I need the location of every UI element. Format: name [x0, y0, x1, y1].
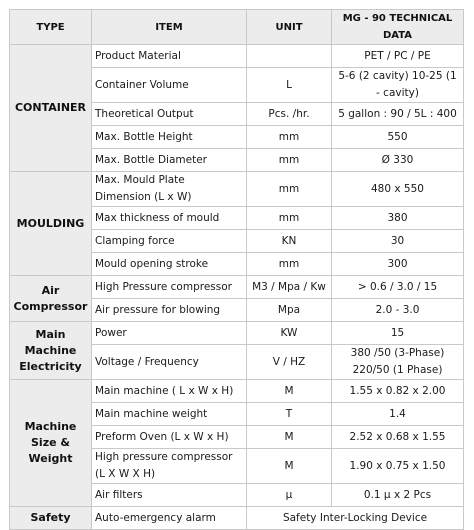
table-row [10, 45, 464, 68]
type-machine-size-weight: Machine Size & Weight [10, 380, 92, 507]
unit-cell: L [247, 68, 332, 103]
unit-cell [247, 45, 332, 68]
data-cell: > 0.6 / 3.0 / 15 [332, 276, 464, 299]
data-cell: 15 [332, 322, 464, 345]
item-cell: Preform Oven (L x W x H) [92, 426, 247, 449]
unit-cell: KN [247, 230, 332, 253]
data-cell: 1.55 x 0.82 x 2.00 [332, 380, 464, 403]
data-cell: 300 [332, 253, 464, 276]
data-cell: 30 [332, 230, 464, 253]
data-cell: 380 /50 (3-Phase) 220/50 (1 Phase) [332, 345, 464, 380]
item-cell: Main machine ( L x W x H) [92, 380, 247, 403]
item-cell: Product Material [92, 45, 247, 68]
data-cell: 2.52 x 0.68 x 1.55 [332, 426, 464, 449]
unit-cell: M [247, 449, 332, 484]
unit-cell: mm [247, 207, 332, 230]
data-cell: Ø 330 [332, 149, 464, 172]
item-cell: Power [92, 322, 247, 345]
unit-cell: V / HZ [247, 345, 332, 380]
type-air-compressor: Air Compressor [10, 276, 92, 322]
item-cell: Max thickness of mould [92, 207, 247, 230]
data-cell: PET / PC / PE [332, 45, 464, 68]
data-cell: 550 [332, 126, 464, 149]
item-cell: Max. Bottle Height [92, 126, 247, 149]
header-technical-data: MG - 90 TECHNICAL DATA [332, 10, 464, 45]
header-type: TYPE [10, 10, 92, 45]
item-cell: Container Volume [92, 68, 247, 103]
type-container: CONTAINER [10, 45, 92, 172]
item-cell: Theoretical Output [92, 103, 247, 126]
unit-cell: T [247, 403, 332, 426]
unit-cell: mm [247, 253, 332, 276]
item-cell: Voltage / Frequency [92, 345, 247, 380]
data-cell: Safety Inter-Locking Device [247, 507, 464, 530]
data-cell: 2.0 - 3.0 [332, 299, 464, 322]
header-unit: UNIT [247, 10, 332, 45]
unit-cell: Mpa [247, 299, 332, 322]
unit-cell: Pcs. /hr. [247, 103, 332, 126]
data-cell: 1.4 [332, 403, 464, 426]
table-row [10, 276, 464, 299]
data-cell: 5 gallon : 90 / 5L : 400 [332, 103, 464, 126]
header-item: ITEM [92, 10, 247, 45]
item-cell: High pressure compressor (L X W X H) [92, 449, 247, 484]
data-cell: 480 x 550 [332, 172, 464, 207]
table-row [10, 380, 464, 403]
item-cell: Main machine weight [92, 403, 247, 426]
item-cell: Clamping force [92, 230, 247, 253]
type-main-machine-electricity: Main Machine Electricity [10, 322, 92, 380]
table-row [10, 322, 464, 345]
unit-cell: M [247, 380, 332, 403]
data-cell: 1.90 x 0.75 x 1.50 [332, 449, 464, 484]
table-row [10, 172, 464, 207]
item-cell: Auto-emergency alarm [92, 507, 247, 530]
item-cell: High Pressure compressor [92, 276, 247, 299]
item-cell: Max. Bottle Diameter [92, 149, 247, 172]
type-safety: Safety [10, 507, 92, 530]
unit-cell: M3 / Mpa / Kw [247, 276, 332, 299]
type-moulding: MOULDING [10, 172, 92, 276]
item-cell: Max. Mould Plate Dimension (L x W) [92, 172, 247, 207]
unit-cell: M [247, 426, 332, 449]
data-cell: 0.1 μ x 2 Pcs [332, 484, 464, 507]
data-cell: 380 [332, 207, 464, 230]
unit-cell: mm [247, 172, 332, 207]
data-cell: 5-6 (2 cavity) 10-25 (1 - cavity) [332, 68, 464, 103]
item-cell: Mould opening stroke [92, 253, 247, 276]
spec-table [9, 9, 464, 530]
unit-cell: μ [247, 484, 332, 507]
item-cell: Air filters [92, 484, 247, 507]
unit-cell: mm [247, 126, 332, 149]
unit-cell: mm [247, 149, 332, 172]
item-cell: Air pressure for blowing [92, 299, 247, 322]
table-row [10, 507, 464, 530]
unit-cell: KW [247, 322, 332, 345]
